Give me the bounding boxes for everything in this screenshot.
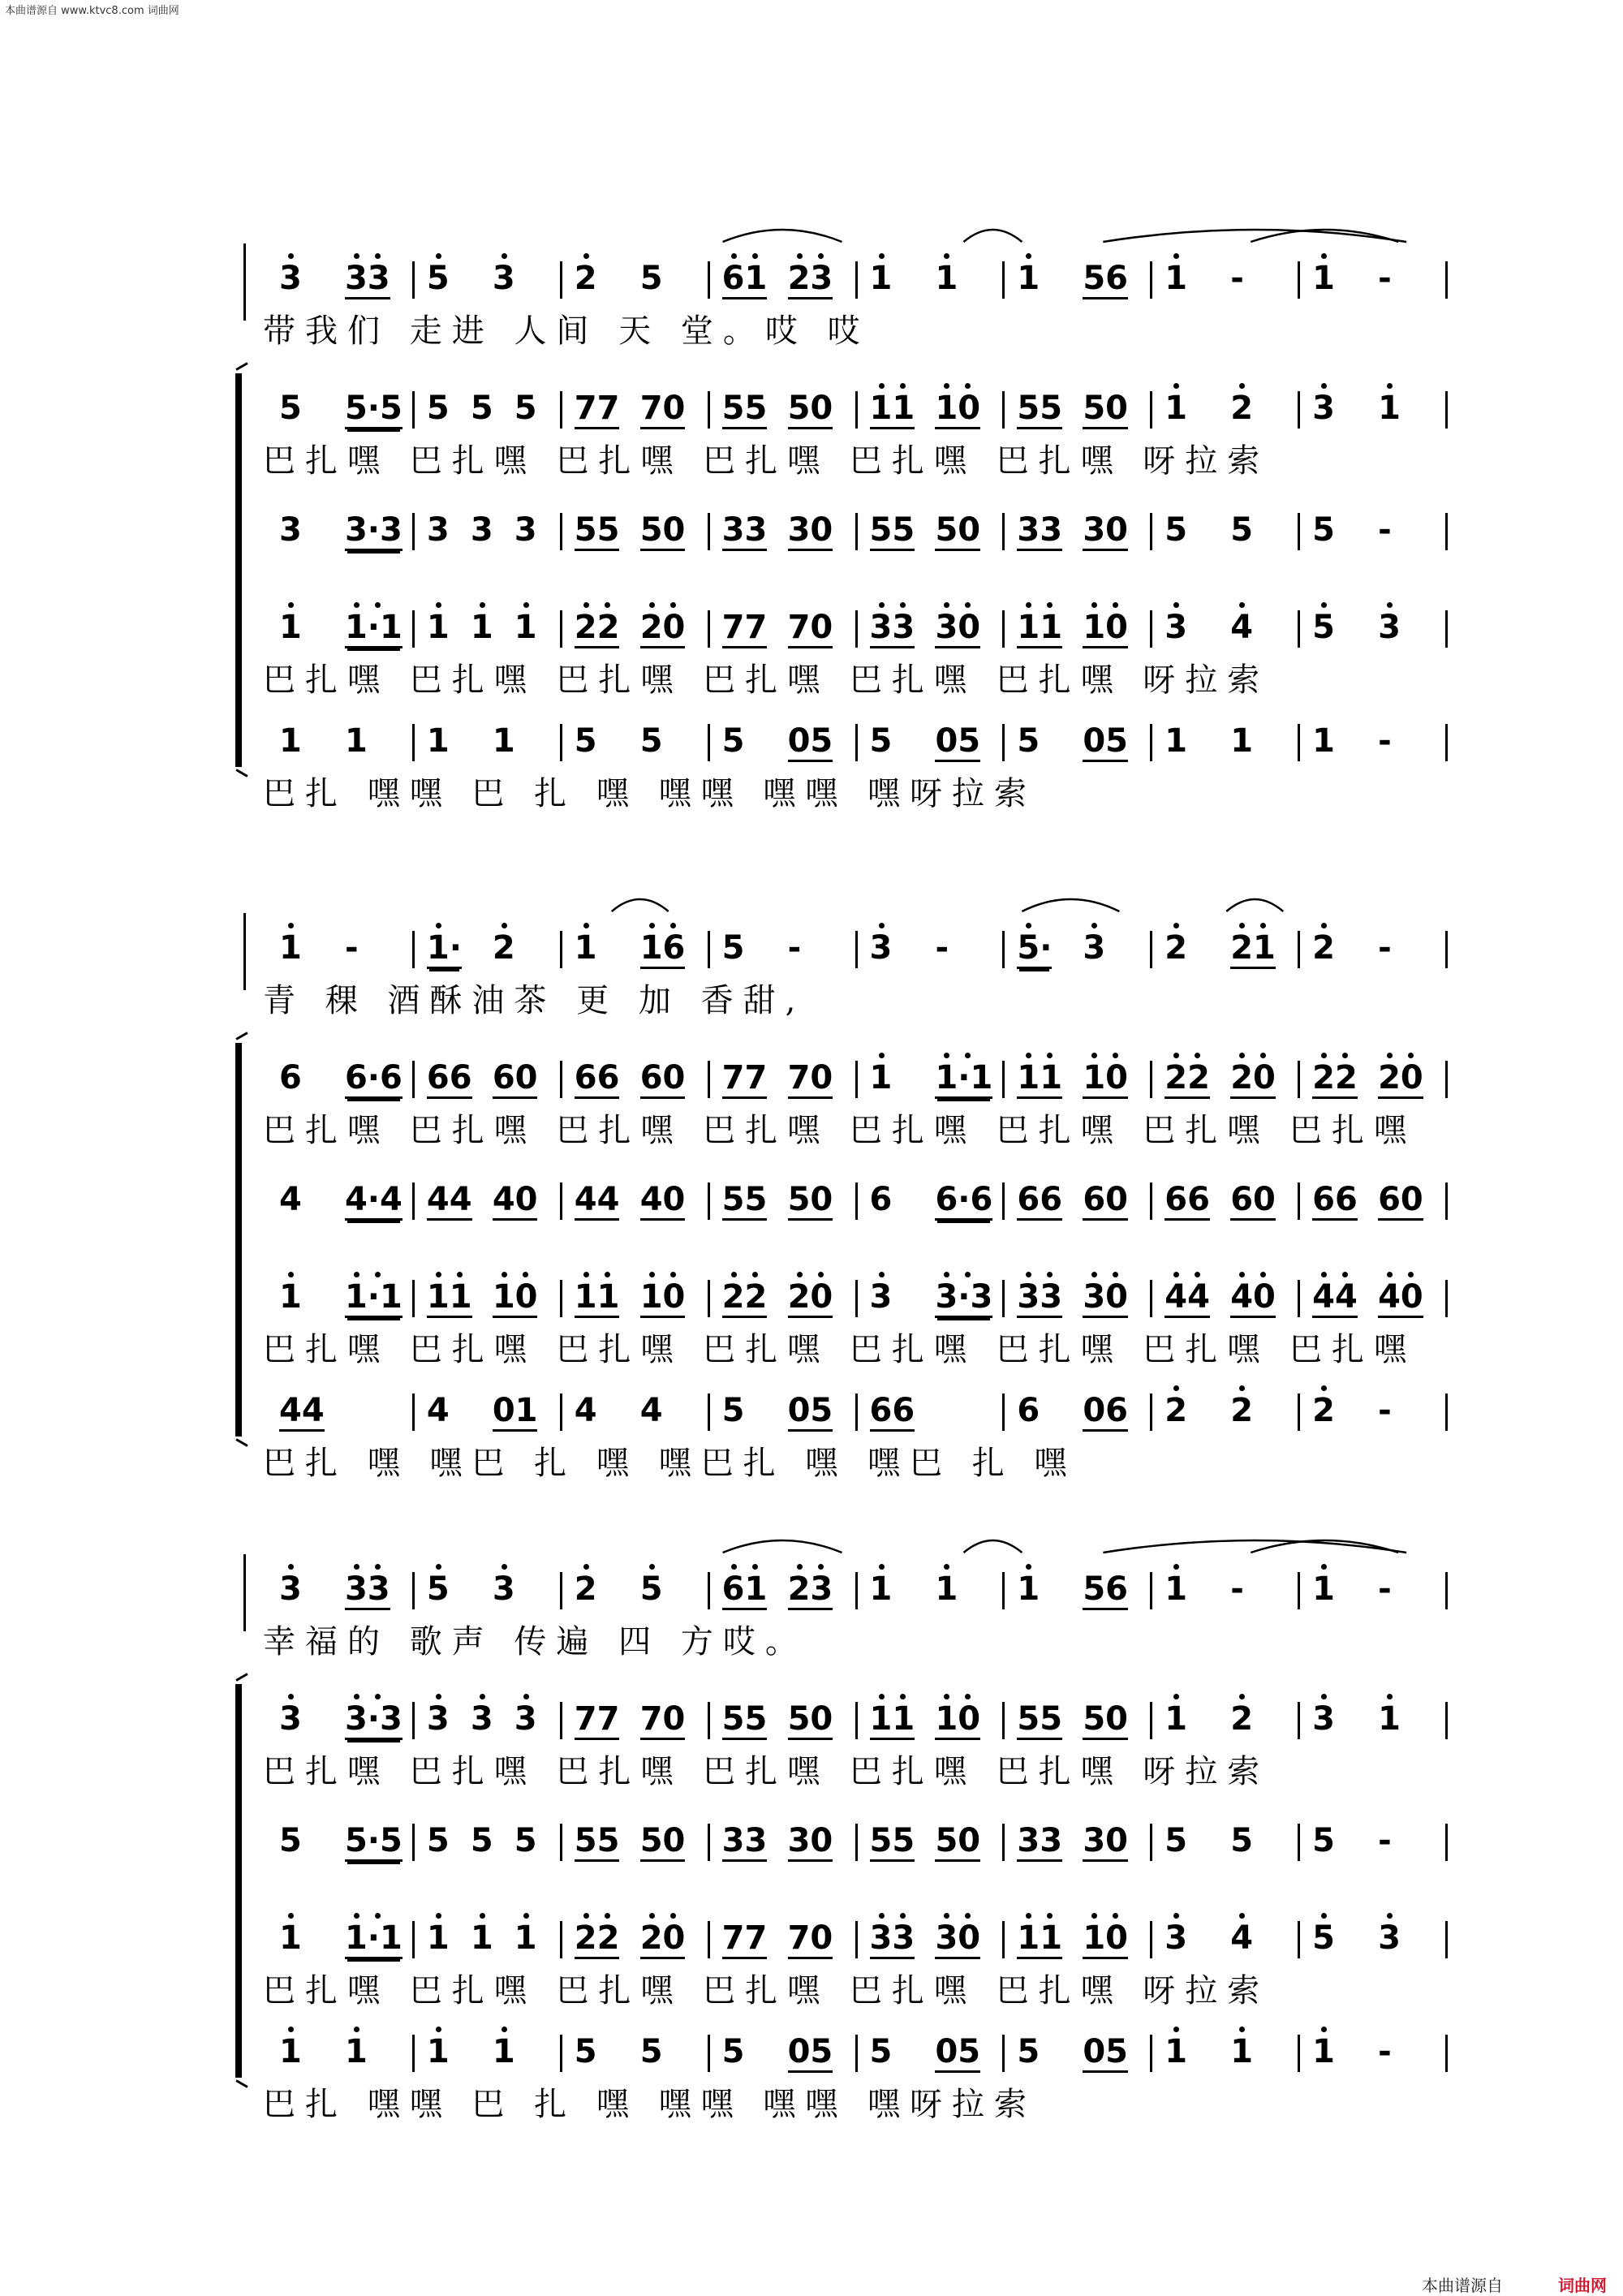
jianpu-note: 3 <box>279 1700 302 1738</box>
jianpu-note: 20 <box>640 609 686 648</box>
jianpu-note: 11 <box>575 1278 620 1318</box>
jianpu-note: 06 <box>1083 1392 1128 1432</box>
jianpu-note: 5 <box>1312 609 1335 646</box>
jianpu-note: 10 <box>493 1278 538 1318</box>
jianpu-note: 3 <box>426 1700 450 1738</box>
jianpu-note: 56 <box>1083 260 1128 299</box>
jianpu-note: 1 <box>1230 722 1254 760</box>
jianpu-note: 11 <box>1017 1919 1062 1959</box>
jianpu-note: 2 <box>1230 390 1254 427</box>
jianpu-note: 3 <box>1165 1919 1188 1957</box>
jianpu-note: 11 <box>870 390 915 429</box>
jianpu-note: 55 <box>575 1822 620 1862</box>
jianpu-note: 1 <box>426 609 450 646</box>
jianpu-note: 1 <box>279 1278 302 1316</box>
jianpu-note: 56 <box>1083 1570 1128 1610</box>
jianpu-note: 55 <box>1017 390 1062 429</box>
jianpu-note: 5 <box>279 1822 302 1859</box>
jianpu-note: 1 <box>1165 2033 1188 2070</box>
jianpu-note: 1 <box>869 260 893 297</box>
slur <box>964 1540 1022 1553</box>
lyric-line: 带我们 走进 人间 天 堂。哎 哎 <box>263 312 870 350</box>
jianpu-note: 70 <box>788 1059 833 1099</box>
jianpu-note: 30 <box>788 1822 833 1862</box>
jianpu-note: 30 <box>1083 511 1128 551</box>
jianpu-note: 1 <box>470 1919 493 1957</box>
jianpu-note: 3·3 <box>345 511 403 551</box>
jianpu-note: 3 <box>514 511 537 549</box>
jianpu-note: 2 <box>1165 1392 1188 1429</box>
jianpu-note: 4 <box>639 1392 663 1429</box>
jianpu-note: 44 <box>279 1392 325 1432</box>
jianpu-note: 33 <box>1017 511 1062 551</box>
jianpu-note: 05 <box>935 2033 980 2073</box>
jianpu-note: 1 <box>1312 2033 1335 2070</box>
jianpu-note: 2 <box>574 1570 597 1608</box>
jianpu-note: 3 <box>492 260 515 297</box>
lyric-line: 巴扎嘿 巴扎嘿 巴扎嘿 巴扎嘿 巴扎嘿 巴扎嘿 呀拉索 <box>263 1753 1270 1790</box>
jianpu-note: 50 <box>1083 1700 1128 1740</box>
jianpu-note: 10 <box>935 390 980 429</box>
jianpu-note: 2 <box>1312 1392 1335 1429</box>
jianpu-note: 1 <box>426 1919 450 1957</box>
jianpu-note: 1 <box>1165 260 1188 297</box>
jianpu-note: 05 <box>788 2033 833 2073</box>
jianpu-note: 5 <box>514 390 537 427</box>
jianpu-note: 6 <box>1017 1392 1040 1429</box>
jianpu-note: 6·6 <box>935 1181 992 1221</box>
jianpu-note: 10 <box>935 1700 980 1740</box>
jianpu-note: 20 <box>1230 1059 1276 1099</box>
jianpu-note: 66 <box>1312 1181 1358 1221</box>
jianpu-note: 50 <box>1083 390 1128 429</box>
jianpu-note: 1 <box>869 1570 893 1608</box>
jianpu-note: 60 <box>1378 1181 1423 1221</box>
jianpu-note: 1· <box>427 929 462 969</box>
jianpu-note: 30 <box>1083 1278 1128 1318</box>
jianpu-note: 5 <box>1230 1822 1254 1859</box>
jianpu-note: 5 <box>721 929 745 967</box>
jianpu-note: 70 <box>788 1919 833 1959</box>
jianpu-note: 40 <box>1378 1278 1423 1318</box>
footer-site-logo[interactable]: 词曲网 <box>1558 2276 1607 2295</box>
jianpu-note: 33 <box>1017 1278 1062 1318</box>
jianpu-note: 44 <box>575 1181 620 1221</box>
jianpu-note: 1 <box>279 2033 302 2070</box>
jianpu-note: 5 <box>639 722 663 760</box>
jianpu-note: 3·3 <box>345 1700 403 1740</box>
jianpu-note: 3 <box>1165 609 1188 646</box>
jianpu-note: 50 <box>935 1822 980 1862</box>
jianpu-note: 11 <box>870 1700 915 1740</box>
jianpu-note: 5 <box>639 1570 663 1608</box>
jianpu-note: 66 <box>1165 1181 1210 1221</box>
jianpu-note: 30 <box>935 609 980 648</box>
jianpu-note: 1 <box>935 260 958 297</box>
jianpu-note: 1 <box>279 929 302 967</box>
jianpu-note: 1 <box>492 2033 515 2070</box>
jianpu-note: 3 <box>279 511 302 549</box>
jianpu-note: - <box>935 929 949 967</box>
jianpu-note: 2 <box>1230 1700 1254 1738</box>
jianpu-note: 5 <box>514 1822 537 1859</box>
jianpu-note: 4 <box>426 1392 450 1429</box>
jianpu-note: 6 <box>279 1059 302 1096</box>
jianpu-note: 1 <box>1165 390 1188 427</box>
jianpu-note: - <box>344 929 359 967</box>
jianpu-note: 5 <box>639 260 663 297</box>
jianpu-note: 11 <box>1017 609 1062 648</box>
jianpu-note: 33 <box>870 1919 915 1959</box>
jianpu-note: 6 <box>869 1181 893 1218</box>
jianpu-note: 40 <box>1230 1278 1276 1318</box>
jianpu-note: 33 <box>722 1822 768 1862</box>
jianpu-note: 05 <box>1083 722 1128 762</box>
jianpu-note: 3 <box>279 260 302 297</box>
jianpu-note: - <box>1378 1392 1392 1429</box>
jianpu-note: 33 <box>1017 1822 1062 1862</box>
jianpu-note: - <box>787 929 802 967</box>
jianpu-note: - <box>1230 1570 1244 1608</box>
jianpu-note: 3 <box>1083 929 1106 967</box>
jianpu-note: 4 <box>574 1392 597 1429</box>
jianpu-note: 77 <box>722 1059 768 1099</box>
jianpu-note: 33 <box>345 260 390 299</box>
jianpu-note: 66 <box>1017 1181 1062 1221</box>
jianpu-note: 60 <box>640 1059 686 1099</box>
jianpu-note: 4 <box>1230 1919 1254 1957</box>
jianpu-note: 70 <box>640 1700 686 1740</box>
jianpu-note: 20 <box>788 1278 833 1318</box>
jianpu-note: 1 <box>279 609 302 646</box>
jianpu-note: 44 <box>1312 1278 1358 1318</box>
jianpu-note: 1 <box>1378 1700 1401 1738</box>
jianpu-note: 1 <box>426 2033 450 2070</box>
jianpu-note: 44 <box>1165 1278 1210 1318</box>
jianpu-note: 1 <box>1378 390 1401 427</box>
jianpu-note: 1·1 <box>935 1059 992 1099</box>
jianpu-note: 05 <box>788 1392 833 1432</box>
lyric-line: 巴扎嘿 巴扎嘿 巴扎嘿 巴扎嘿 巴扎嘿 巴扎嘿 呀拉索 <box>263 1972 1270 2010</box>
jianpu-note: 05 <box>1083 2033 1128 2073</box>
lyric-line: 幸福的 歌声 传遍 四 方哎。 <box>263 1623 807 1661</box>
jianpu-note: 33 <box>870 609 915 648</box>
jianpu-note: 77 <box>575 1700 620 1740</box>
jianpu-note: 66 <box>870 1392 915 1432</box>
jianpu-note: 11 <box>427 1278 472 1318</box>
jianpu-note: 1 <box>1165 1700 1188 1738</box>
jianpu-note: 1 <box>1165 1570 1188 1608</box>
jianpu-note: 1 <box>1165 722 1188 760</box>
jianpu-note: 70 <box>788 609 833 648</box>
jianpu-note: 50 <box>640 1822 686 1862</box>
jianpu-note: 40 <box>493 1181 538 1221</box>
jianpu-note: 1 <box>514 609 537 646</box>
jianpu-note: 3 <box>1378 609 1401 646</box>
jianpu-note: 11 <box>1017 1059 1062 1099</box>
jianpu-note: 60 <box>493 1059 538 1099</box>
jianpu-note: 3·3 <box>935 1278 992 1318</box>
jianpu-note: 1 <box>869 1059 893 1096</box>
jianpu-note: 1 <box>1017 1570 1040 1608</box>
jianpu-note: 50 <box>935 511 980 551</box>
jianpu-note: 60 <box>1083 1181 1128 1221</box>
jianpu-note: 5 <box>426 260 450 297</box>
lyric-line: 巴扎 嘿嘿 巴 扎 嘿 嘿嘿 嘿嘿 嘿呀拉索 <box>263 2086 1037 2123</box>
jianpu-note: 5 <box>721 722 745 760</box>
jianpu-note: 30 <box>935 1919 980 1959</box>
jianpu-note: 33 <box>722 511 768 551</box>
jianpu-note: 5 <box>574 2033 597 2070</box>
jianpu-note: 5 <box>279 390 302 427</box>
jianpu-note: 1 <box>470 609 493 646</box>
jianpu-note: 77 <box>575 390 620 429</box>
jianpu-note: 5 <box>574 722 597 760</box>
jianpu-note: 61 <box>722 260 768 299</box>
jianpu-note: 1 <box>935 1570 958 1608</box>
jianpu-note: 5 <box>1017 2033 1040 2070</box>
jianpu-note: 2 <box>1165 929 1188 967</box>
jianpu-note: 1 <box>1312 260 1335 297</box>
lyric-line: 巴扎嘿 巴扎嘿 巴扎嘿 巴扎嘿 巴扎嘿 巴扎嘿 巴扎嘿 巴扎嘿 <box>263 1112 1417 1149</box>
jianpu-note: - <box>1378 1570 1392 1608</box>
jianpu-note: 5 <box>426 1822 450 1859</box>
jianpu-note: 50 <box>788 1700 833 1740</box>
jianpu-note: 3 <box>514 1700 537 1738</box>
jianpu-note: 50 <box>788 1181 833 1221</box>
jianpu-note: 77 <box>722 1919 768 1959</box>
jianpu-note: 1·1 <box>345 609 403 648</box>
jianpu-note: 2 <box>1312 929 1335 967</box>
jianpu-note: 01 <box>493 1392 538 1432</box>
jianpu-note: 05 <box>788 722 833 762</box>
jianpu-note: 4 <box>279 1181 302 1218</box>
jianpu-note: 3 <box>869 1278 893 1316</box>
jianpu-note: 3 <box>279 1570 302 1608</box>
jianpu-note: 50 <box>640 511 686 551</box>
jianpu-note: 5 <box>869 722 893 760</box>
jianpu-note: 10 <box>1083 609 1128 648</box>
jianpu-note: 22 <box>575 609 620 648</box>
jianpu-note: 50 <box>788 390 833 429</box>
jianpu-note: 1 <box>1230 2033 1254 2070</box>
jianpu-note: 1 <box>426 722 450 760</box>
jianpu-note: 77 <box>722 609 768 648</box>
jianpu-note: 3 <box>869 929 893 967</box>
jianpu-note: 5 <box>1312 1822 1335 1859</box>
jianpu-note: 5 <box>721 1392 745 1429</box>
jianpu-note: - <box>1230 260 1244 297</box>
jianpu-note: 5 <box>470 390 493 427</box>
jianpu-note: 3 <box>1312 1700 1335 1738</box>
lyric-line: 巴扎嘿 巴扎嘿 巴扎嘿 巴扎嘿 巴扎嘿 巴扎嘿 呀拉索 <box>263 442 1270 480</box>
jianpu-note: 5 <box>1165 1822 1188 1859</box>
jianpu-note: 1 <box>1017 260 1040 297</box>
jianpu-note: 55 <box>1017 1700 1062 1740</box>
jianpu-note: 3 <box>492 1570 515 1608</box>
jianpu-note: 1 <box>1312 722 1335 760</box>
jianpu-note: 20 <box>640 1919 686 1959</box>
jianpu-note: 61 <box>722 1570 768 1610</box>
jianpu-note: 1 <box>344 2033 368 2070</box>
jianpu-note: 1·1 <box>345 1919 403 1959</box>
jianpu-note: 21 <box>1230 929 1276 969</box>
jianpu-note: 05 <box>935 722 980 762</box>
jianpu-note: 2 <box>574 260 597 297</box>
jianpu-note: 1 <box>492 722 515 760</box>
jianpu-note: 22 <box>722 1278 768 1318</box>
jianpu-note: 2 <box>492 929 515 967</box>
lyric-line: 巴扎 嘿 嘿巴 扎 嘿 嘿巴扎 嘿 嘿巴 扎 嘿 <box>263 1445 1077 1482</box>
jianpu-note: 30 <box>788 511 833 551</box>
lyric-line: 巴扎 嘿嘿 巴 扎 嘿 嘿嘿 嘿嘿 嘿呀拉索 <box>263 775 1037 812</box>
jianpu-note: 4·4 <box>345 1181 403 1221</box>
jianpu-note: 5 <box>426 390 450 427</box>
jianpu-note: 66 <box>575 1059 620 1099</box>
jianpu-note: 66 <box>427 1059 472 1099</box>
jianpu-note: 23 <box>788 260 833 299</box>
jianpu-note: 5 <box>721 2033 745 2070</box>
footer-source-label: 本曲谱源自 <box>1422 2276 1503 2295</box>
jianpu-note: 5· <box>1017 929 1052 969</box>
jianpu-note: 5·5 <box>345 1822 403 1862</box>
jianpu-note: 22 <box>575 1919 620 1959</box>
lyric-line: 巴扎嘿 巴扎嘿 巴扎嘿 巴扎嘿 巴扎嘿 巴扎嘿 巴扎嘿 巴扎嘿 <box>263 1331 1417 1368</box>
jianpu-note: 44 <box>427 1181 472 1221</box>
jianpu-note: 5 <box>1230 511 1254 549</box>
jianpu-note: 55 <box>722 1700 768 1740</box>
jianpu-note: 5 <box>1165 511 1188 549</box>
jianpu-note: - <box>1378 511 1392 549</box>
jianpu-note: 5 <box>1017 722 1040 760</box>
jianpu-note: 1 <box>1312 1570 1335 1608</box>
jianpu-note: 5 <box>1312 511 1335 549</box>
jianpu-note: 6·6 <box>345 1059 403 1099</box>
jianpu-note: 3 <box>470 511 493 549</box>
jianpu-note: 5 <box>426 1570 450 1608</box>
jianpu-note: 10 <box>640 1278 686 1318</box>
jianpu-note: 55 <box>870 1822 915 1862</box>
jianpu-note: 40 <box>640 1181 686 1221</box>
jianpu-note: 20 <box>1378 1059 1423 1099</box>
jianpu-note: 30 <box>1083 1822 1128 1862</box>
lyric-line: 巴扎嘿 巴扎嘿 巴扎嘿 巴扎嘿 巴扎嘿 巴扎嘿 呀拉索 <box>263 661 1270 699</box>
jianpu-note: 1 <box>279 1919 302 1957</box>
jianpu-note: 23 <box>788 1570 833 1610</box>
jianpu-note: 1 <box>344 722 368 760</box>
jianpu-note: 5 <box>869 2033 893 2070</box>
jianpu-note: 55 <box>575 511 620 551</box>
jianpu-note: - <box>1378 929 1392 967</box>
page-header: 本曲谱源自 www.ktvc8.com 词曲网 <box>5 5 179 17</box>
jianpu-note: 3 <box>1378 1919 1401 1957</box>
jianpu-note: 5·5 <box>345 390 403 429</box>
jianpu-note: 1·1 <box>345 1278 403 1318</box>
jianpu-note: 5 <box>470 1822 493 1859</box>
jianpu-note: 10 <box>1083 1919 1128 1959</box>
jianpu-note: 2 <box>1230 1392 1254 1429</box>
jianpu-note: 3 <box>1312 390 1335 427</box>
jianpu-note: 5 <box>1312 1919 1335 1957</box>
jianpu-note: 60 <box>1230 1181 1276 1221</box>
jianpu-note: - <box>1378 1822 1392 1859</box>
jianpu-note: 5 <box>639 2033 663 2070</box>
jianpu-note: 1 <box>574 929 597 967</box>
jianpu-note: 55 <box>870 511 915 551</box>
jianpu-note: 1 <box>279 722 302 760</box>
jianpu-note: 10 <box>1083 1059 1128 1099</box>
jianpu-note: 55 <box>722 390 768 429</box>
jianpu-note: - <box>1378 2033 1392 2070</box>
jianpu-note: 3 <box>426 511 450 549</box>
jianpu-note: 33 <box>345 1570 390 1610</box>
lyric-line: 青 稞 酒酥油茶 更 加 香甜, <box>263 982 806 1019</box>
slur <box>723 1540 842 1553</box>
jianpu-note: 22 <box>1165 1059 1210 1099</box>
jianpu-note: 55 <box>722 1181 768 1221</box>
jianpu-note: 3 <box>470 1700 493 1738</box>
jianpu-note: 22 <box>1312 1059 1358 1099</box>
jianpu-note: - <box>1378 260 1392 297</box>
jianpu-note: 1 <box>514 1919 537 1957</box>
jianpu-note: 4 <box>1230 609 1254 646</box>
jianpu-note: 16 <box>640 929 686 969</box>
jianpu-note: 70 <box>640 390 686 429</box>
jianpu-note: - <box>1378 722 1392 760</box>
